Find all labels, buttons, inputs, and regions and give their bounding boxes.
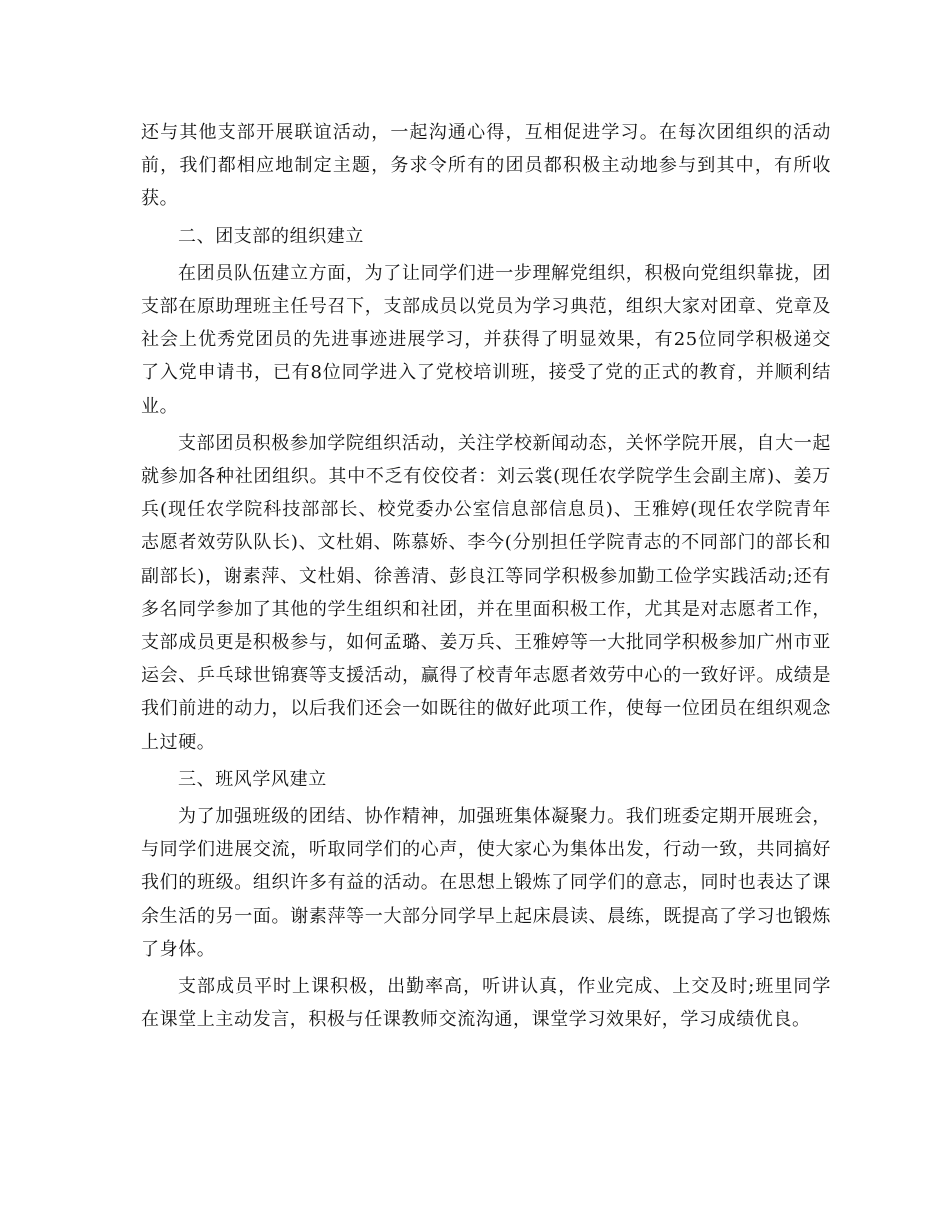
section-heading-class-style: 三、班风学风建立	[178, 768, 327, 790]
paragraph-class-study: 支部成员平时上课积极，出勤率高，听讲认真，作业完成、上交及时;班里同学在课堂上主动发言，积极与任课教师交流沟通，课堂学习效果好，学习成绩优良。	[141, 976, 831, 1031]
section-heading-organization: 二、团支部的组织建立	[178, 225, 364, 247]
paragraph-team-building: 在团员队伍建立方面，为了让同学们进一步理解党组织，积极向党组织靠拢，团支部在原助理班主任号召下，支部成员以党员为学习典范，组织大家对团章、党章及社会上优秀党团员的先进事迹进展学习，并获得了明显效果，有25位同学积极递交了入党申请书，已有8位同学进入了党校培训班，接受了党的正式的教育，并顺利结业。	[141, 262, 831, 417]
document-body	[141, 116, 831, 1040]
paragraph-continued: 还与其他支部开展联谊活动，一起沟通心得，互相促进学习。在每次团组织的活动前，我们都相应地制定主题，务求令所有的团员都积极主动地参与到其中，有所收获。	[141, 122, 831, 210]
paragraph-class-unity: 为了加强班级的团结、协作精神，加强班集体凝聚力。我们班委定期开展班会，与同学们进展交流，听取同学们的心声，使大家心为集体出发，行动一致，共同搞好我们的班级。组织许多有益的活动。在思想上锻炼了同学们的意志，同时也表达了课余生活的另一面。谢素萍等一大部分同学早上起床晨读、晨练，既提高了学习也锻炼了身体。	[141, 806, 831, 960]
paragraph-member-activities: 支部团员积极参加学院组织活动，关注学校新闻动态，关怀学院开展，自大一起就参加各种社团组织。其中不乏有佼佼者：刘云裳(现任农学院学生会副主席)、姜万兵(现任农学院科技部部长、校党委办公室信息部信息员)、王雅婷(现任农学院青年志愿者效劳队队长)、文杜娟、陈慕娇、李今(分别担任学院青志的不同部门的部长和副部长)，谢素萍、文杜娟、徐善清、彭良江等同学积极参加勤工俭学实践活动;还有多名同学参加了其他的学生组织和社团，并在里面积极工作，尤其是对志愿者工作，支部成员更是积极参与，如何孟璐、姜万兵、王雅婷等一大批同学积极参加广州市亚运会、乒乓球世锦赛等支援活动，赢得了校青年志愿者效劳中心的一致好评。成绩是我们前进的动力，以后我们还会一如既往的做好此项工作，使每一位团员在组织观念上过硬。	[141, 432, 831, 753]
